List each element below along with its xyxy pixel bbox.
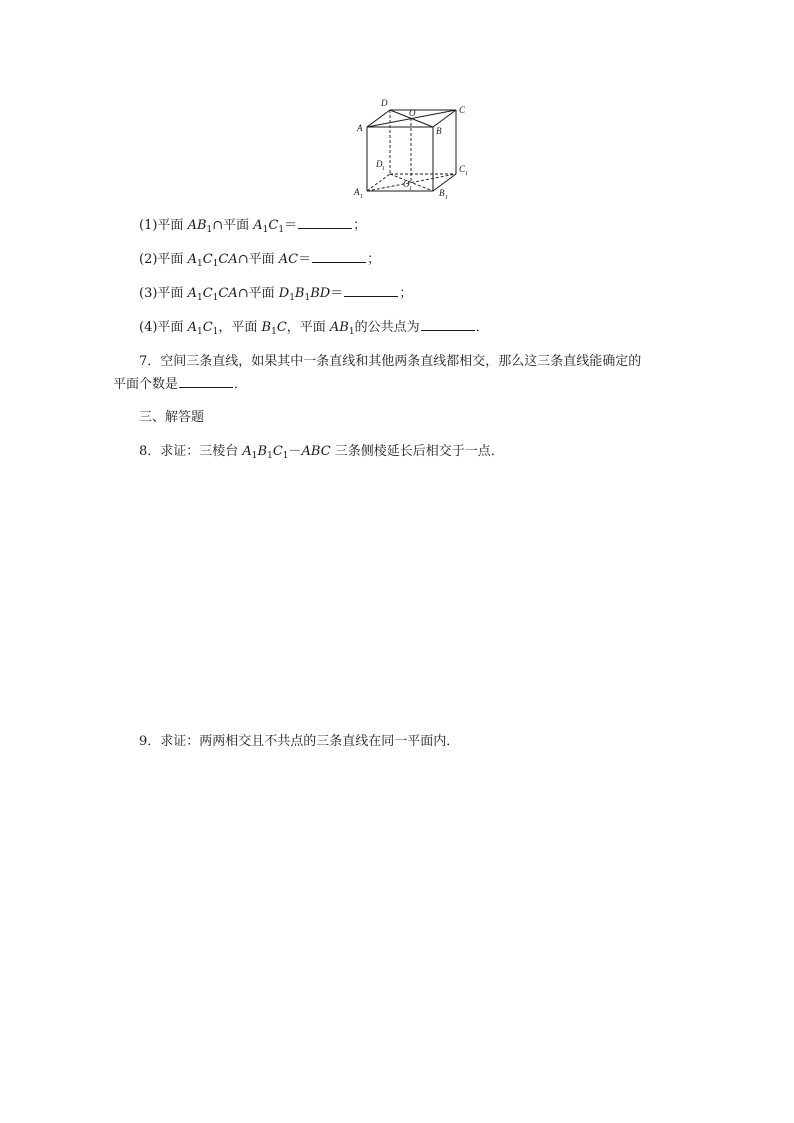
- answer-blank-2[interactable]: [312, 250, 366, 263]
- label-C1: C: [459, 164, 466, 174]
- edge-B1-C1: [433, 174, 456, 191]
- answer-blank-1[interactable]: [298, 216, 352, 229]
- label-D1-sub: 1: [382, 166, 385, 172]
- label-O: O: [409, 108, 416, 118]
- q6-item-4: (4)平面 $A_1C_1$，平面 $B_1C$，平面 $AB_1$的公共点为 ．: [139, 320, 489, 337]
- label-A1-sub: 1: [360, 194, 363, 200]
- section-heading: 三、解答题: [139, 410, 205, 425]
- answer-blank-3[interactable]: [344, 284, 398, 297]
- label-C1-sub: 1: [465, 171, 468, 177]
- q9-text: 9．求证：两两相交且不共点的三条直线在同一平面内．: [139, 734, 460, 749]
- answer-blank-7[interactable]: [179, 375, 233, 388]
- q7-line-2: 平面个数是 ．: [113, 377, 248, 392]
- label-A: A: [357, 123, 363, 133]
- q7-line-1: 7．空间三条直线，如果其中一条直线和其他两条直线都相交，那么这三条直线能确定的: [139, 354, 642, 369]
- answer-blank-4[interactable]: [421, 318, 475, 331]
- label-B1: B: [439, 188, 445, 198]
- label-B: B: [436, 126, 442, 136]
- q6-item-2: (2)平面 $A_1C_1CA\cap$平面 AC＝ ；: [139, 252, 381, 269]
- label-O1-sub: 1: [409, 186, 412, 192]
- q6-item-1: (1)平面 $AB_1\cap$平面 $A_1C_1=$ ；: [139, 218, 367, 235]
- label-D1: D: [376, 159, 383, 169]
- label-A1: A: [354, 187, 360, 197]
- q6-item-3: (3)平面 $A_1C_1CA\cap$平面 $D_1B_1BD=$ ；: [139, 286, 413, 303]
- label-D: D: [381, 98, 388, 108]
- q8-text: 8．求证：三棱台 $A_1B_1C_1-ABC$ 三条侧棱延长后相交于一点．: [139, 444, 504, 461]
- label-O1: O: [403, 179, 410, 189]
- label-B1-sub: 1: [445, 195, 448, 200]
- label-C: C: [459, 105, 466, 115]
- prism-figure: [350, 96, 480, 200]
